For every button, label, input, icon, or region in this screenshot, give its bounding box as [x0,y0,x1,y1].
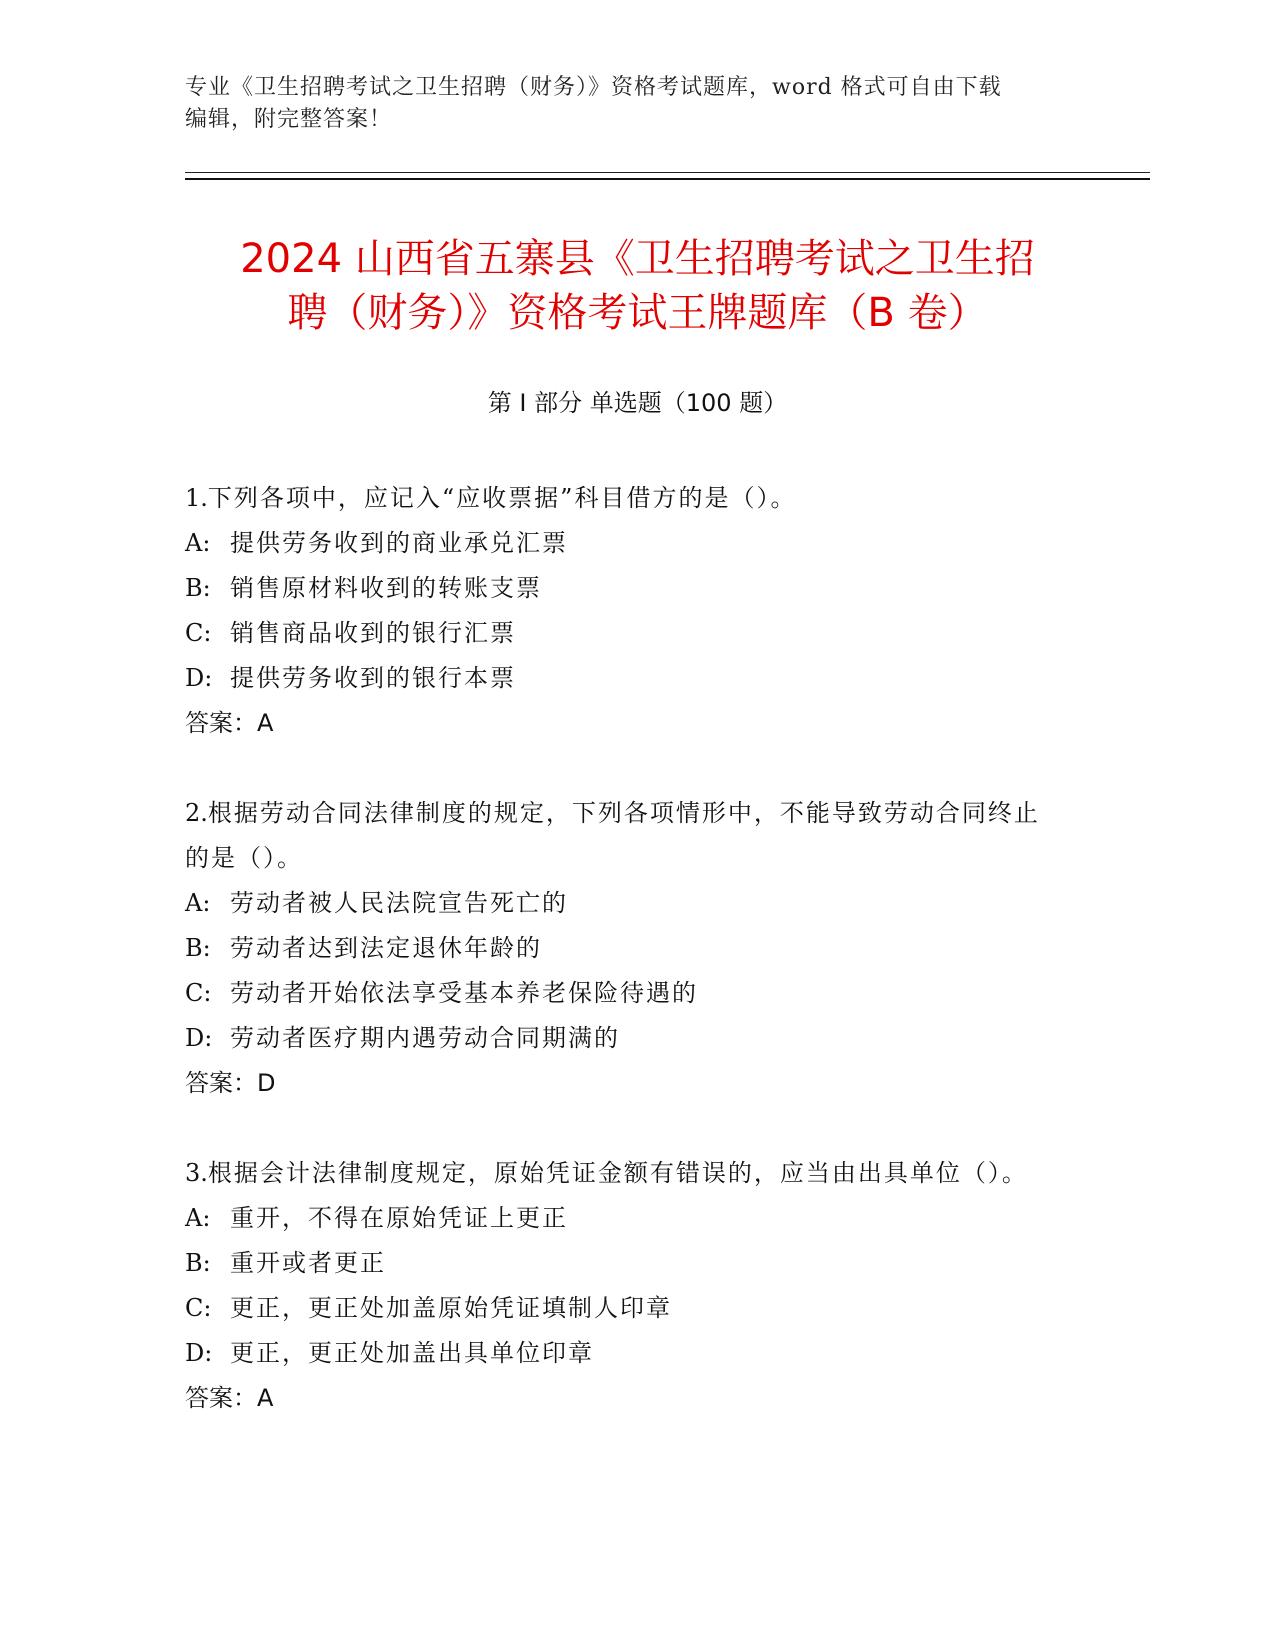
question-stem [185,791,1065,881]
header-note [185,72,1085,136]
question-text: 根据劳动合同法律制度的规定，下列各项情形中，不能导致劳动合同终止的是（）。 [185,799,1040,872]
answer: 答案：A [185,1384,274,1412]
option-text: 提供劳务收到的银行本票 [230,664,516,692]
answer: 答案：A [185,709,274,737]
option-a [185,1196,1065,1241]
question-number: 3. [185,1159,208,1187]
question-number: 1. [185,484,208,512]
option-key: D: [185,1024,213,1052]
question-3 [185,1151,1065,1421]
option-key: A: [185,889,211,917]
option-key: B: [185,934,211,962]
option-key: C: [185,1294,212,1322]
option-a [185,881,1065,926]
option-c [185,971,1065,1016]
document-title [150,232,1125,340]
section-heading: 第 I 部分 单选题（100 题） [487,389,788,417]
header-note-line-1: 专业《卫生招聘考试之卫生招聘（财务）》资格考试题库，word 格式可自由下载 [185,75,1002,100]
option-text: 劳动者医疗期内遇劳动合同期满的 [230,1024,620,1052]
option-text: 劳动者被人民法院宣告死亡的 [230,889,568,917]
option-text: 销售原材料收到的转账支票 [230,574,542,602]
option-key: A: [185,1204,211,1232]
option-key: D: [185,1339,213,1367]
option-d [185,1016,1065,1061]
answer: 答案：D [185,1069,276,1097]
option-key: C: [185,619,212,647]
question-text: 下列各项中，应记入“应收票据”科目借方的是（）。 [207,484,797,512]
option-b [185,566,1065,611]
question-text: 根据会计法律制度规定，原始凭证金额有错误的，应当由出具单位（）。 [207,1159,1028,1187]
header-divider-thin [185,172,1150,173]
title-line-1: 2024 山西省五寨县《卫生招聘考试之卫生招 [240,236,1035,282]
option-d [185,656,1065,701]
question-list [185,476,1065,1466]
option-d [185,1331,1065,1376]
header-note-line-2: 编辑，附完整答案！ [185,107,393,132]
question-number: 2. [185,799,208,827]
option-text: 销售商品收到的银行汇票 [230,619,516,647]
option-a [185,521,1065,566]
option-b [185,926,1065,971]
header-divider-thick [185,178,1150,180]
option-c [185,1286,1065,1331]
option-key: B: [185,574,211,602]
option-text: 更正，更正处加盖原始凭证填制人印章 [230,1294,672,1322]
question-stem [185,476,1065,521]
option-text: 更正，更正处加盖出具单位印章 [230,1339,594,1367]
option-text: 重开，不得在原始凭证上更正 [230,1204,568,1232]
option-key: C: [185,979,212,1007]
question-stem [185,1151,1065,1196]
option-key: D: [185,664,213,692]
option-key: B: [185,1249,211,1277]
option-text: 重开或者更正 [230,1249,386,1277]
option-text: 提供劳务收到的商业承兑汇票 [230,529,568,557]
option-b [185,1241,1065,1286]
question-1 [185,476,1065,746]
option-c [185,611,1065,656]
option-text: 劳动者达到法定退休年龄的 [230,934,542,962]
title-line-2: 聘（财务）》资格考试王牌题库（B 卷） [287,290,988,336]
question-2 [185,791,1065,1106]
option-text: 劳动者开始依法享受基本养老保险待遇的 [230,979,698,1007]
option-key: A: [185,529,211,557]
